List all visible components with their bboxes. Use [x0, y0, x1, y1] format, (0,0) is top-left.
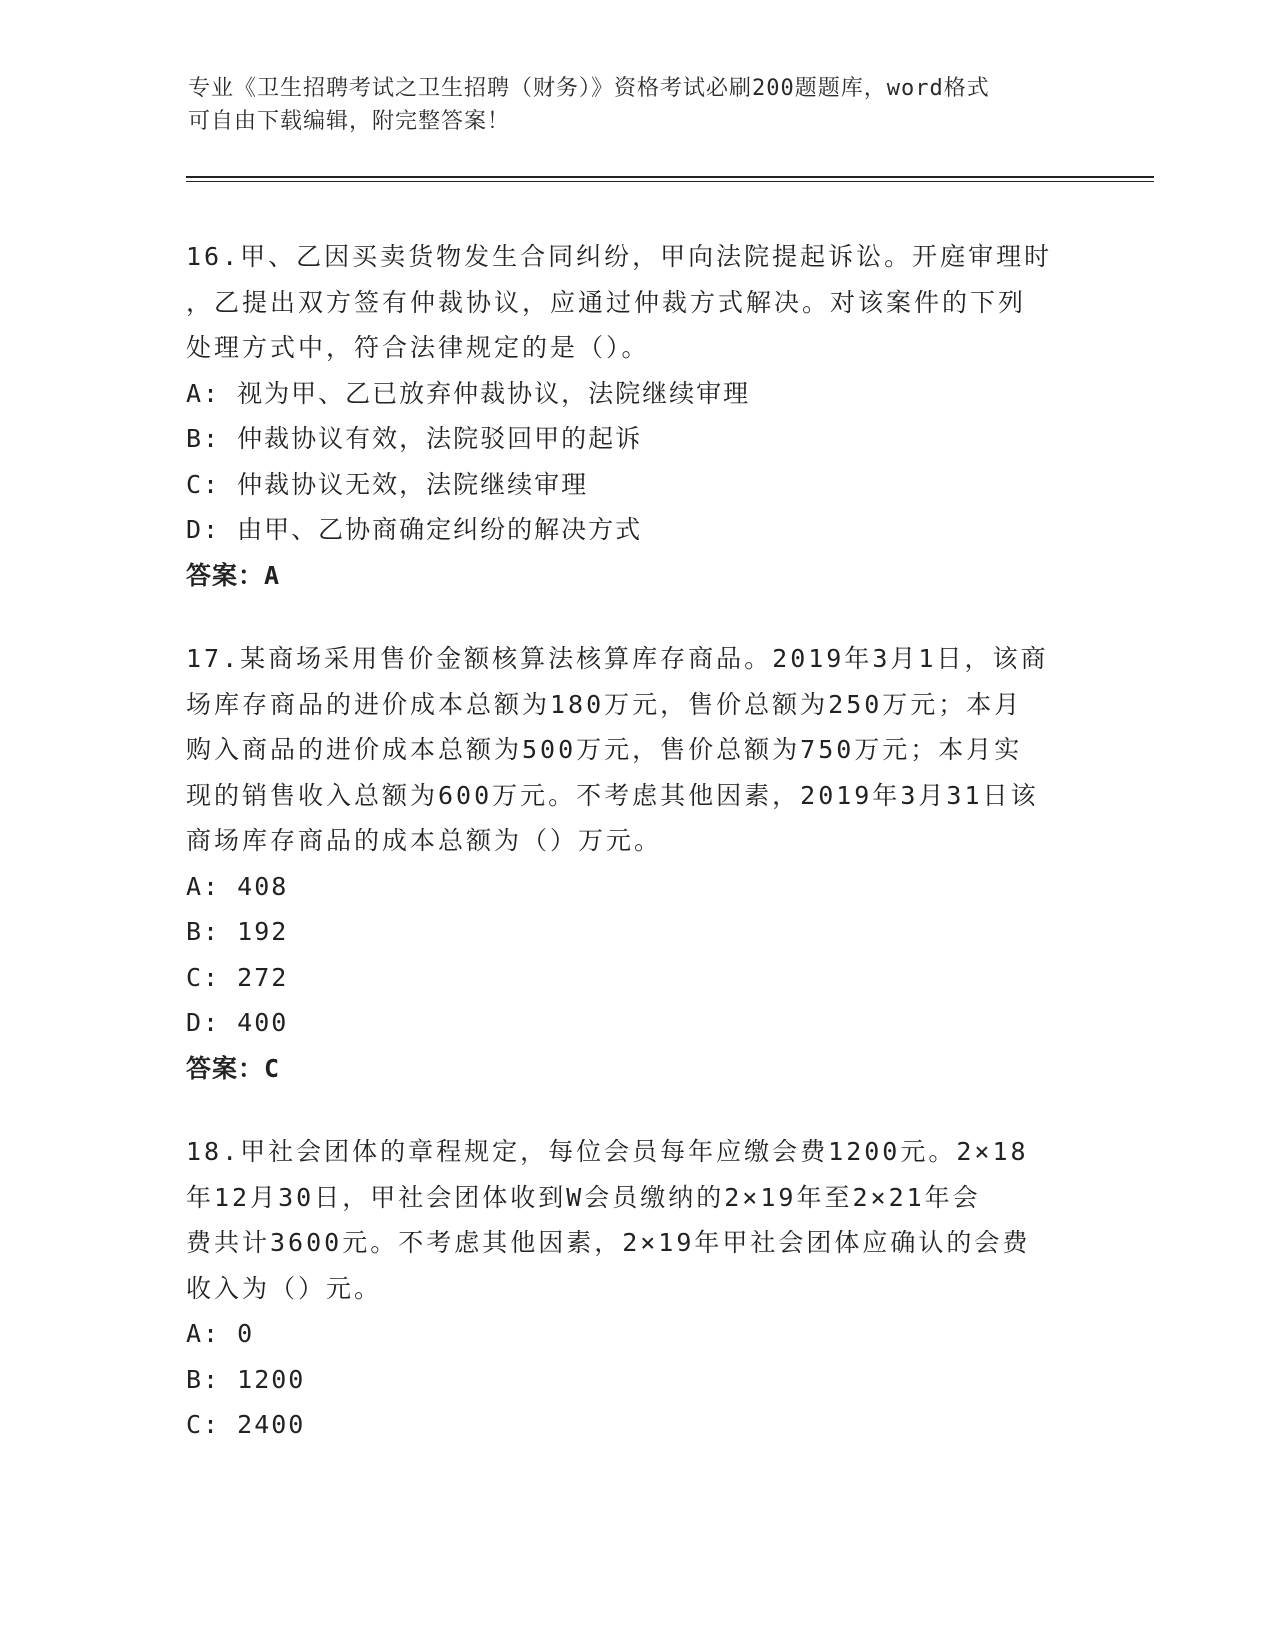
question-stem-line: 处理方式中，符合法律规定的是（）。 [186, 333, 650, 362]
question-stem-line: 商场库存商品的成本总额为（）万元。 [186, 826, 663, 855]
option-d: D: 400 [186, 1008, 289, 1037]
answer: 答案：C [186, 1053, 281, 1083]
option-c: C: 2400 [186, 1410, 306, 1439]
option-a: A: 0 [186, 1319, 255, 1348]
answer: 答案：A [186, 560, 281, 590]
question-16 [186, 234, 1086, 598]
question-list [186, 234, 1086, 1486]
question-stem-line: ，乙提出双方签有仲裁协议，应通过仲裁方式解决。对该案件的下列 [186, 287, 1027, 317]
question-stem-line: 18.甲社会团体的章程规定，每位会员每年应缴会费1200元。2×18 [186, 1137, 1029, 1166]
question-stem-line: 收入为（）元。 [186, 1273, 383, 1303]
question-18 [186, 1129, 1086, 1448]
option-a: A: 视为甲、乙已放弃仲裁协议，法院继续审理 [186, 378, 751, 408]
option-b: B: 仲裁协议有效，法院驳回甲的起诉 [186, 424, 643, 453]
question-stem-line: 年12月30日，甲社会团体收到W会员缴纳的2×19年至2×21年会 [186, 1182, 981, 1212]
question-stem-line: 场库存商品的进价成本总额为180万元，售价总额为250万元；本月 [186, 689, 1023, 719]
header-line-1: 专业《卫生招聘考试之卫生招聘（财务）》资格考试必刷200题题库，word格式 [188, 76, 990, 101]
option-b: B: 1200 [186, 1364, 306, 1394]
question-stem-line: 17.某商场采用售价金额核算法核算库存商品。2019年3月1日，该商 [186, 644, 1049, 673]
option-c: C: 仲裁协议无效，法院继续审理 [186, 469, 589, 499]
question-stem-line: 16.甲、乙因买卖货物发生合同纠纷，甲向法院提起诉讼。开庭审理时 [186, 242, 1053, 271]
header-line-2: 可自由下载编辑，附完整答案！ [188, 109, 511, 134]
question-stem-line: 现的销售收入总额为600万元。不考虑其他因素，2019年3月31日该 [186, 780, 1039, 810]
option-c: C: 272 [186, 962, 289, 992]
question-17 [186, 636, 1086, 1091]
page-header [188, 72, 1088, 138]
question-stem-line: 购入商品的进价成本总额为500万元，售价总额为750万元；本月实 [186, 735, 1023, 764]
option-b: B: 192 [186, 917, 289, 946]
option-a: A: 408 [186, 871, 289, 901]
question-stem-line: 费共计3600元。不考虑其他因素，2×19年甲社会团体应确认的会费 [186, 1228, 1031, 1257]
header-divider [186, 176, 1154, 182]
option-d: D: 由甲、乙协商确定纠纷的解决方式 [186, 515, 643, 544]
